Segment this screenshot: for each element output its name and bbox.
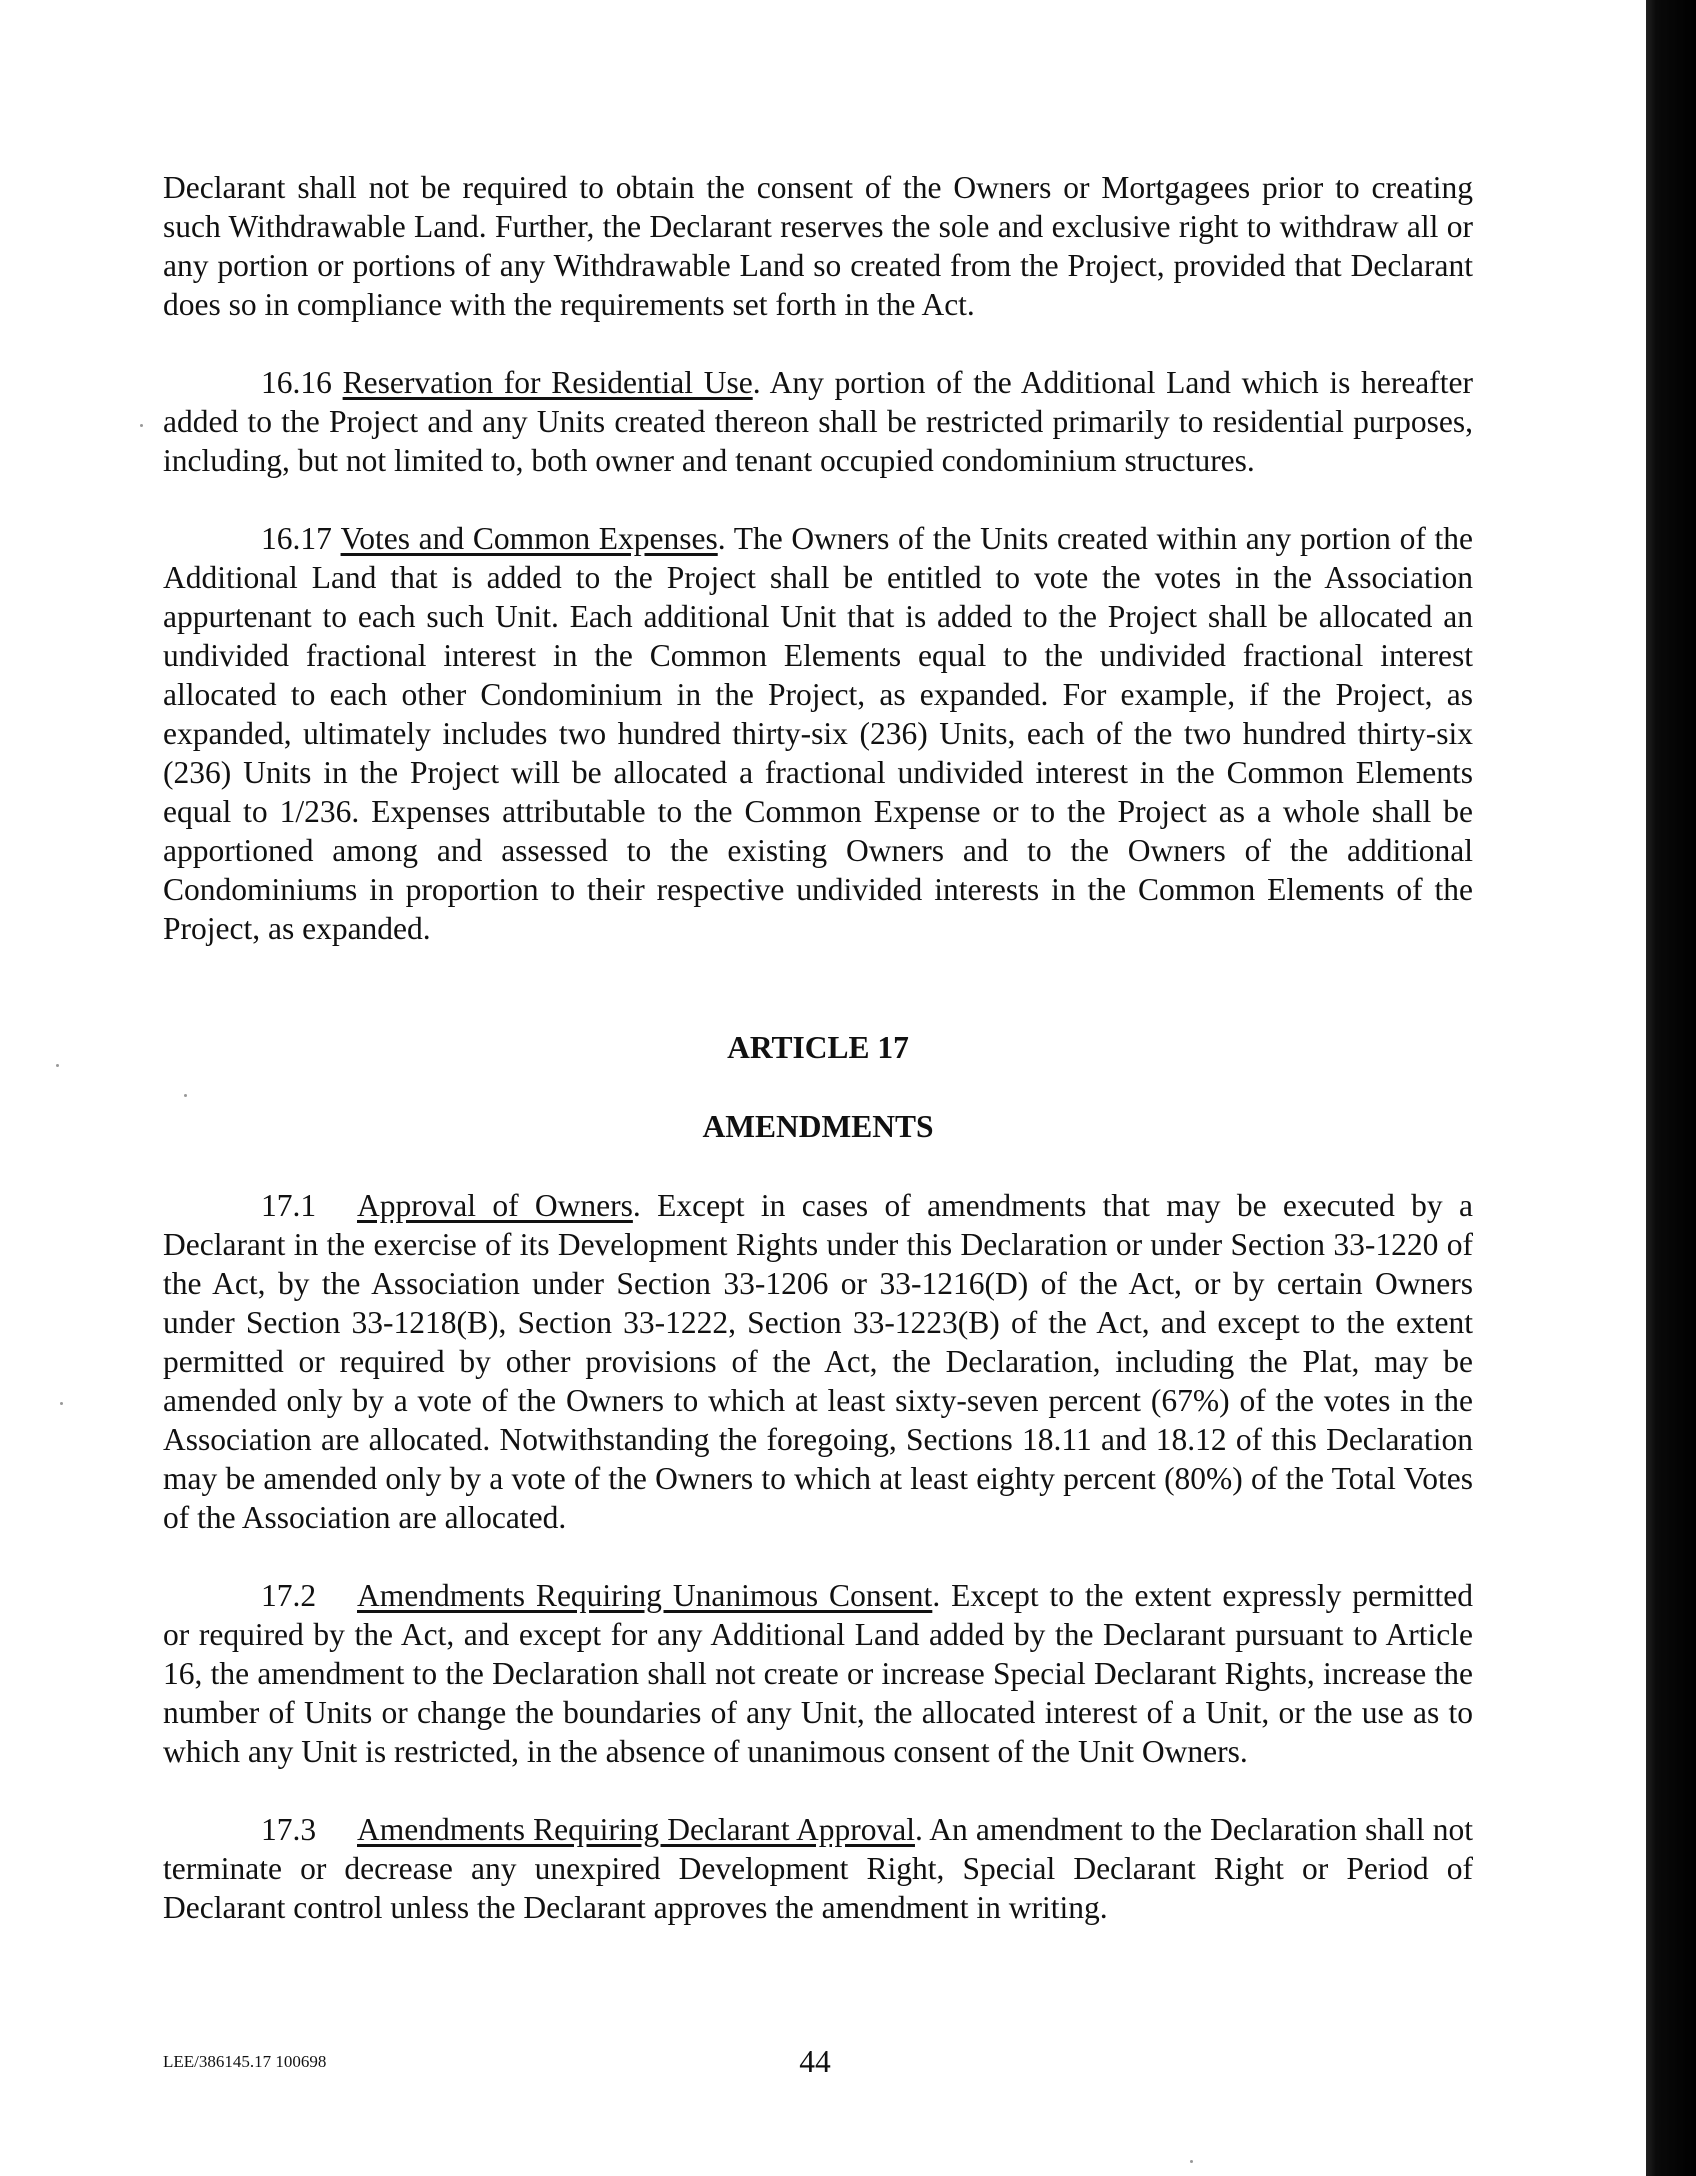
scan-speck	[1190, 2160, 1193, 2163]
section-16-16	[163, 363, 1473, 480]
section-17-1	[163, 1186, 1473, 1537]
scan-speck	[56, 1064, 59, 1067]
section-title: Amendments Requiring Unanimous Consent	[357, 1578, 933, 1613]
document-page	[163, 168, 1473, 1927]
section-number: 17.2	[261, 1578, 317, 1613]
intro-paragraph: Declarant shall not be required to obtain the consent of the Owners or Mortgagees prior to creating such Withdrawable Land. Further, the Declarant reserves the sole and exclusive right to withdraw all or any portion or portions of any Withdrawable Land so created from the Project, provided that Declarant does so in compliance with the requirements set forth in the Act.	[163, 170, 1473, 322]
page-number: 44	[799, 2044, 831, 2079]
section-number: 17.3	[261, 1812, 317, 1847]
section-body: . Except in cases of amendments that may be executed by a Declarant in the exercise of its Development Rights under this Declaration or under Section 33-1220 of the Act, by the Association under Section 33-1206 or 33-1216(D) of the Act, or by certain Owners under Section 33-1218(B), Section 33-1222, Section 33-1223(B) of the Act, and except to the extent permitted or required by other provisions of the Act, the Declaration, including the Plat, may be amended only by a vote of the Owners to which at least sixty-seven percent (67%) of the votes in the Association are allocated. Notwithstanding the foregoing, Sections 18.11 and 18.12 of this Declaration may be amended only by a vote of the Owners to which at least eighty percent (80%) of the Total Votes of the Association are allocated.	[163, 1188, 1473, 1535]
section-body: . Any portion of the Additional Land which is hereafter added to the Project and any Units created thereon shall be restricted primarily to residential purposes, including, but not limited to, both owner and tenant occupied condominium structures.	[163, 365, 1473, 478]
scan-speck	[140, 424, 143, 427]
section-body: . Except to the extent expressly permitted or required by the Act, and except for any Additional Land added by the Declarant pursuant to Article 16, the amendment to the Declaration shall not create or increase Special Declarant Rights, increase the number of Units or change the boundaries of any Unit, the allocated interest of a Unit, or the use as to which any Unit is restricted, in the absence of unanimous consent of the Unit Owners.	[163, 1578, 1473, 1769]
section-title: Amendments Requiring Declarant Approval	[357, 1812, 915, 1847]
scan-speck	[60, 1402, 63, 1405]
article-title: AMENDMENTS	[702, 1109, 934, 1144]
section-title: Approval of Owners	[357, 1188, 633, 1223]
section-title: Votes and Common Expenses	[340, 521, 718, 556]
article-number: ARTICLE 17	[727, 1030, 909, 1065]
section-number: 16.16	[261, 365, 332, 400]
section-number: 17.1	[261, 1188, 317, 1223]
document-code: LEE/386145.17 100698	[163, 2052, 327, 2071]
section-body: . The Owners of the Units created within any portion of the Additional Land that is added to the Project shall be entitled to vote the votes in the Association appurtenant to each such Unit. Each additional Unit that is added to the Project shall be allocated an undivided fractional interest in the Common Elements equal to the undivided fractional interest allocated to each other Condominium in the Project, as expanded. For example, if the Project, as expanded, ultimately includes two hundred thirty-six (236) Units, each of the two hundred thirty-six (236) Units in the Project will be allocated a fractional undivided interest in the Common Elements equal to 1/236. Expenses attributable to the Common Expense or to the Project as a whole shall be apportioned among and assessed to the existing Owners and to the Owners of the additional Condominiums in proportion to their respective undivided interests in the Common Elements of the Project, as expanded.	[163, 521, 1474, 946]
section-number: 16.17	[261, 521, 332, 556]
section-title: Reservation for Residential Use	[342, 365, 753, 400]
section-17-2	[163, 1576, 1473, 1771]
scan-edge	[1646, 0, 1696, 2176]
section-body: . An amendment to the Declaration shall not terminate or decrease any unexpired Development Right, Special Declarant Right or Period of Declarant control unless the Declarant approves the amendment in writing.	[163, 1812, 1474, 1925]
section-17-3	[163, 1810, 1473, 1927]
section-16-17	[163, 519, 1473, 948]
